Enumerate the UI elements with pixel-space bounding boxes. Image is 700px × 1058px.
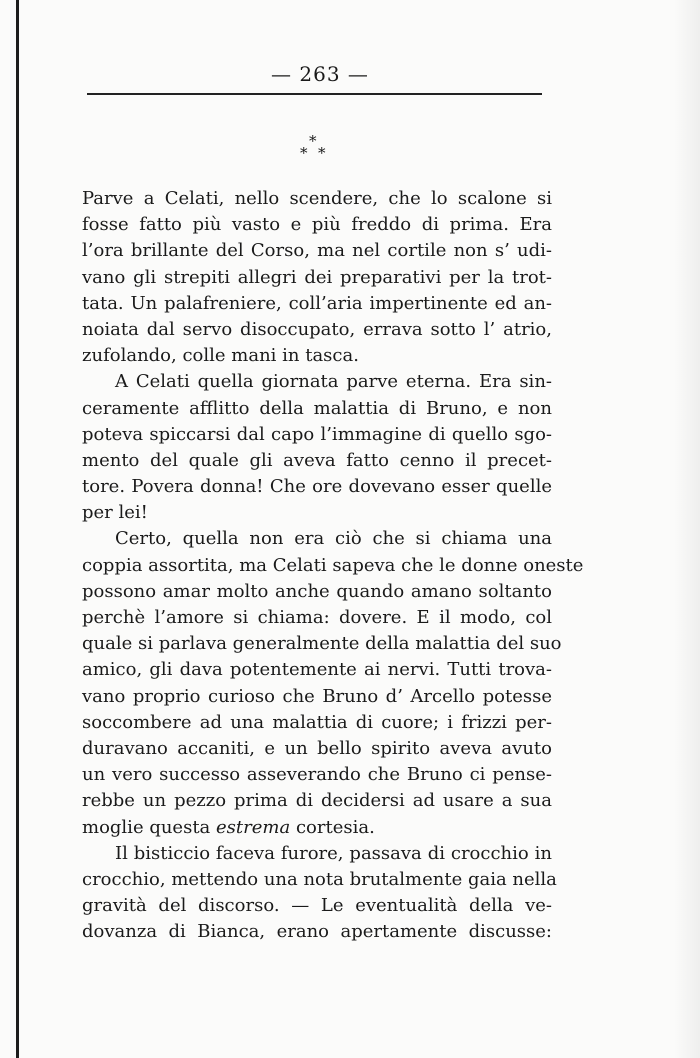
page-number: — 263 — bbox=[271, 62, 369, 86]
text-line: quale si parlava generalmente della malattia del suo bbox=[82, 633, 562, 655]
text-line: soccombere ad una malattia di cuore; i frizzi per- bbox=[82, 711, 552, 733]
text-line: A Celati quella giornata parve eterna. Era sin- bbox=[115, 371, 552, 393]
text-line: amico, gli dava potentemente ai nervi. Tutti trova- bbox=[82, 659, 552, 681]
text-line: possono amar molto anche quando amano soltanto bbox=[82, 580, 552, 602]
text-line: Certo, quella non era ciò che si chiama una bbox=[115, 528, 552, 550]
text-line: per lei! bbox=[82, 502, 148, 524]
header-rule bbox=[87, 93, 542, 95]
text-line: tata. Un palafreniere, coll’aria impertinente ed an- bbox=[82, 292, 552, 314]
body-text bbox=[82, 186, 584, 945]
page-right-shadow bbox=[674, 0, 700, 1058]
text-line: coppia assortita, ma Celati sapeva che le donne oneste bbox=[82, 554, 584, 576]
text-line: rebbe un pezzo prima di decidersi ad usare a sua bbox=[82, 790, 552, 812]
text-line: gravità del discorso. — Le eventualità della ve- bbox=[82, 895, 552, 917]
text-line: perchè l’amore si chiama: dovere. E il modo, col bbox=[82, 607, 552, 628]
text-line: zufolando, colle mani in tasca. bbox=[82, 345, 359, 367]
text-line: un vero successo asseverando che Bruno ci pense- bbox=[82, 764, 552, 786]
text-line: tore. Povera donna! Che ore dovevano esser quelle bbox=[82, 476, 552, 498]
text-line: mento del quale gli aveva fatto cenno il precet- bbox=[82, 449, 552, 471]
asterism-separator bbox=[292, 134, 338, 168]
text-line-tail: cortesia. bbox=[290, 816, 375, 838]
text-line: ceramente afflitto della malattia di Bruno, e non bbox=[82, 397, 552, 419]
text-line: crocchio, mettendo una nota brutalmente gaia nella bbox=[82, 868, 557, 890]
asterism-star-right: * bbox=[318, 144, 326, 162]
text-line: poteva spiccarsi dal capo l’immagine di quello sgo- bbox=[82, 423, 552, 445]
text-line-start: moglie questa bbox=[82, 816, 211, 838]
page-left-edge bbox=[16, 0, 19, 1058]
text-line: l’ora brillante del Corso, ma nel cortile non s’ udi- bbox=[82, 240, 552, 262]
text-line: vano gli strepiti allegri dei preparativi per la trot- bbox=[82, 266, 552, 288]
italic-word: estrema bbox=[216, 816, 291, 838]
text-line: Il bisticcio faceva furore, passava di crocchio in bbox=[115, 842, 552, 864]
text-line: duravano accaniti, e un bello spirito aveva avuto bbox=[82, 737, 552, 759]
text-line: vano proprio curioso che Bruno d’ Arcello potesse bbox=[82, 685, 552, 707]
asterism-star-left: * bbox=[300, 144, 308, 162]
text-line-with-italic bbox=[82, 815, 552, 841]
text-line: dovanza di Bianca, erano apertamente discusse: bbox=[82, 921, 552, 943]
text-line: fosse fatto più vasto e più freddo di prima. Era bbox=[82, 214, 552, 236]
text-line: noiata dal servo disoccupato, errava sotto l’ atrio, bbox=[82, 318, 552, 340]
asterism-star-top: * bbox=[309, 132, 317, 150]
text-line: Parve a Celati, nello scendere, che lo scalone si bbox=[82, 188, 552, 209]
